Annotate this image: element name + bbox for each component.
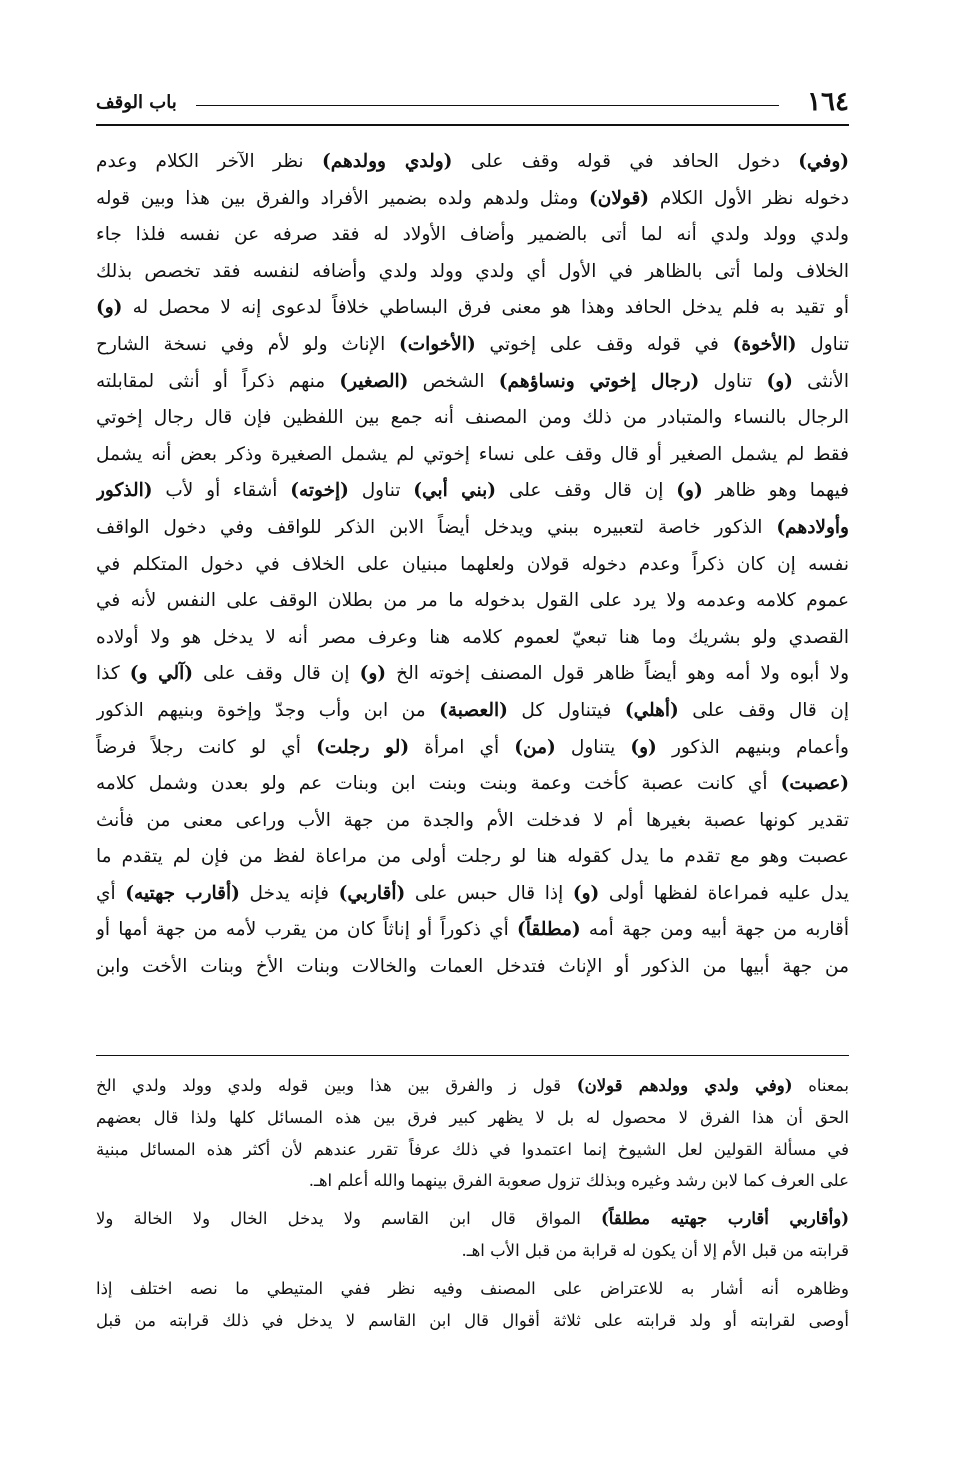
text-run: تناول [796,333,849,355]
bold-term: (و) [676,480,703,502]
bold-term: (أهلي) [624,699,679,721]
text-run: وأعمام وبنيهم الذكور [656,736,849,758]
main-text-body [96,144,849,986]
text-run: تقدير كونها عصبة بغيرها أم لا فدخلت الأم والجدة من جهة الأب وراعى معنى من فأنث [96,809,849,831]
main-text-line [96,144,849,181]
bold-term: (وأقاربي أقارب جهتيه مطلقاً) [601,1209,849,1229]
bold-term: (رجال إخوتي ونساؤهم) [498,370,700,392]
text-run: تناول [699,370,767,392]
text-run: أشقاء أو لأب [152,480,291,502]
text-run: الذكور خاصة لتعبيره ببني ويدخل أيضاً الابن الذكر للواقف وفي دخول الواقف [96,516,777,538]
bold-term: (قولان) [589,187,650,209]
text-run: أي كانت عصبة كأخت وعمة وبنت وبنت ابن وبنات عم ولو بعدن وشمل كلامه [96,773,781,795]
bold-term: (الصغير) [339,370,409,392]
footnote-line [96,1165,849,1197]
main-text-line [96,656,849,693]
footnote-line [96,1273,849,1305]
main-text-line [96,181,849,218]
text-run: بمعناه [792,1076,849,1095]
bold-term: (عصبت) [780,773,849,795]
footnote-paragraph [96,1203,849,1267]
bold-term: (أقاربي) [338,882,406,904]
text-run: يتناول [555,736,631,758]
main-text-line [96,620,849,657]
main-text-line [96,254,849,291]
text-run: ومثل ولدهم ولده بضمير الأفراد والفرق بين هذا وبين قوله [96,187,589,209]
bold-term: (مطلقاً) [516,919,581,941]
text-run: أوصى لقرابته أو ولد قرابته على ثلاثة أقوال قال ابن القاسم لا يدخل في ذلك قرابته من قبل [96,1310,849,1330]
main-text-line [96,876,849,913]
text-run: على العرف كما لابن رشد وغيره وبذلك تزول صعوبة الفرق بينهما والله أعلم اهـ. [308,1171,849,1191]
main-text-line [96,949,849,986]
text-run: إذا قال حبس على [405,882,573,904]
text-run: دخوله نظر الأول الكلام [649,187,849,209]
bold-term: (الأخوات) [398,333,476,355]
footnote-paragraph [96,1070,849,1197]
text-run: نظر الآخر الكلام وعدم [96,151,322,172]
text-run: نفسه إن كان ذكراً وعدم دخوله قولان ولعلهما مبنيان على الخلاف في دخول المتكلم في [96,553,849,575]
text-run: فإنه يدخل [239,882,339,904]
main-text-line [96,510,849,547]
text-run: الأنثى [792,370,849,392]
text-run: منهم ذكراً أو أنثى لمقابلته [96,370,340,392]
text-run: إن قال وقف على [678,699,849,721]
footnote-separator [96,1055,849,1056]
text-run: أي لو كانت رجلاً فرضاً [96,736,317,758]
text-run: في مسألة القولين لعل الشيوخ إنما اعتمدوا في ذلك عرفاً تقرر عندهم لأن أكثر هذه المسائل مبنية [96,1139,849,1159]
bold-term: (و) [572,882,600,904]
bold-term: (الأخوة) [732,333,797,355]
text-run: الخلاف ولما أتى بالظاهر في الأول أي ولدي وولد ولدي وأضافه لنفسه فقد تخصص بذلك [96,260,849,282]
text-run: يدل عليه فمراعاة لفظها أولى [599,882,849,904]
main-text-line [96,547,849,584]
text-run: أي امرأة [409,736,515,758]
bold-term: (وفي ولدي وولدهم قولان) [576,1076,793,1095]
footnote-line [96,1203,849,1235]
bold-term: (و) [766,370,793,392]
main-text-line [96,766,849,803]
bold-term: وأولادهم) [776,516,849,538]
main-text-line [96,730,849,767]
footnote-paragraph [96,1273,849,1337]
bold-term: (بني أبي) [413,480,497,502]
text-run: إن قال وقف على [193,663,360,685]
footnote-line [96,1134,849,1166]
main-text-line [96,473,849,510]
text-run: ولا أبوه ولا أمه وهو أيضاً ظاهر قول المصنف إخوته الخ [386,663,849,685]
text-run: قرابته من قبل الأم إلا أن يكون له قرابة من قبل الأب اهـ. [461,1240,849,1260]
bold-term: (إخوته) [290,480,349,502]
main-text-line [96,217,849,254]
footnote-line [96,1102,849,1134]
main-text-line [96,437,849,474]
bold-term: (و) [359,663,387,685]
bold-term: (وفي) [798,151,849,172]
main-text-line [96,364,849,401]
footnotes-section [96,1070,849,1342]
footnote-line [96,1070,849,1102]
text-run: القصدي ولو بشريك وما هنا تبعيّ لعموم كلامه هنا وعرف مصر أنه لا يدخل هو ولا أولاده [96,626,849,648]
main-text-line [96,290,849,327]
main-text-line [96,583,849,620]
text-run: من جهة أبيها من الذكور أو الإناث فتدخل العمات والخالات وبنات الأخ وبنات الأخت وابن [96,956,849,978]
text-run: أي ذكوراً أو إناثاً كان من يقرب لأمه من جهة أمها أو [96,919,517,941]
bold-term: (و) [630,736,657,758]
main-text-line [96,327,849,364]
text-run: المواق قال ابن القاسم ولا يدخل الخال ولا الخالة ولا [96,1209,601,1229]
main-text-line [96,693,849,730]
text-run: الرجال بالنساء والمتبادر من ذلك ومن المصنف أنه جمع بين اللفظين فإن قال رجال إخوتي [96,407,849,429]
page-number: ١٦٤ [807,87,849,117]
header-dash-line [196,105,779,106]
bold-term: (أقارب جهتيه) [125,882,240,904]
text-run: أقاربه من جهة أبيه ومن جهة أمه [580,919,849,941]
text-run: إن قال وقف على [496,480,677,502]
page-header [96,86,849,126]
bold-term: (الذكور [96,480,153,502]
text-run: عصبت وهو مع تقدم ما يدل كقوله هنا لو رجلت أولى من مراعاة لفظ من فإن لم يتقدم ما [96,846,849,868]
text-run: قول ز والفرق بين هذا وبين قوله ولدي وولد ولدي الخ [96,1076,577,1095]
main-text-line [96,839,849,876]
chapter-title: باب الوقف [96,92,177,113]
text-run: الحق أن هذا الفرق لا محصول له بل لا يظهر كبير فرق بين هذه المسائل كلها ولذا قال بعضهم [96,1107,849,1127]
bold-term: (من) [514,736,556,758]
bold-term: (لو رجلت) [316,736,410,758]
text-run: الشخص [408,370,499,392]
bold-term: (ولدي وولدهم) [321,151,453,172]
bold-term: (و) [96,297,123,319]
text-run: أو تقيد به فلم يدخل الحافد وهذا هو معنى فرق البساطي خلافاً لدعوى إنه لا محصل له [122,297,849,319]
text-run: فيهما وهو ظاهر [702,480,849,502]
text-run: فقط لم يشمل الصغير أو قال وقف على نساء إخوتي لم يشمل الصغيرة وذكر بعض أنه يشمل [96,443,849,465]
text-run: وظاهره أنه أشار به للاعتراض على المصنف وفيه نظر ففي المتيطي ما نصه اختلف إذا [96,1278,849,1298]
text-run: من ابن وأب وجدّ وإخوة وبنيهم الذكور [96,699,440,721]
text-run: تناول [348,480,414,502]
footnote-line [96,1235,849,1267]
text-run: ولدي وولد ولدي أنه لما أتى بالضمير وأضاف الأولاد له فقد صرفه عن نفسه فلذا جاء [96,224,849,246]
main-text-line [96,400,849,437]
text-run: عموم كلامه وعدمه ولا يرد على القول بدخوله ما مر من بطلان الوقف على النفس لأنه في [96,590,849,612]
text-run: فيتناول كل [507,699,625,721]
text-run: دخول الحافد في قوله وقف على [452,151,799,172]
header-rule [96,124,849,126]
text-run: الإناث ولو لأم وفي نسخة الشارح [96,333,399,355]
footnote-line [96,1305,849,1337]
text-run: كذا [96,663,130,685]
bold-term: (العصبة) [439,699,508,721]
text-run: أي [96,882,126,904]
text-run: في قوله وقف على إخوتي [475,333,733,355]
main-text-line [96,803,849,840]
bold-term: (آلي و) [129,663,194,685]
main-text-line [96,912,849,949]
